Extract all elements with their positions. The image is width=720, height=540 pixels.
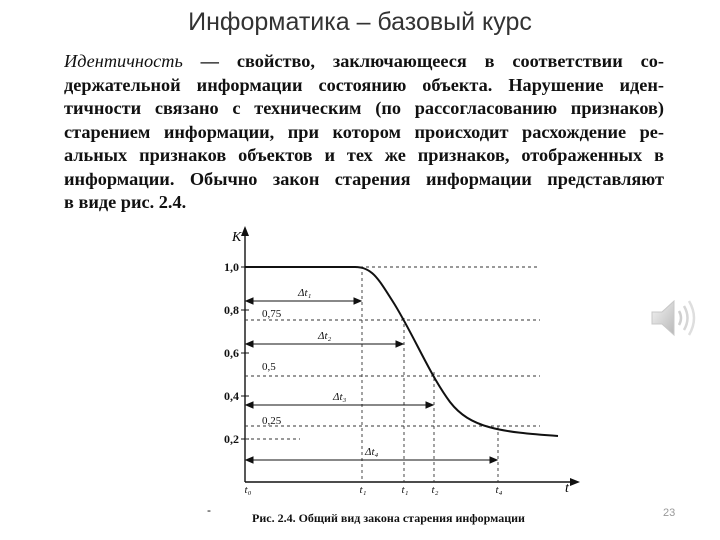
text-line-3: старением информации, при котором происходит расхождение ре- [64, 121, 664, 142]
y-tick-label: 0,8 [224, 303, 239, 317]
page-number: 23 [663, 507, 676, 519]
interval-label: Δt₂ [318, 330, 332, 342]
y-tick-label: 0,2 [224, 432, 239, 446]
scanned-paragraph [64, 50, 664, 215]
text-line-0: — свойство, заключающееся в соответствии со- [182, 51, 664, 71]
text-line-2: тичности связано с техническим (по рассогласованию признаков) [64, 98, 664, 118]
y-axis-arrow [241, 226, 249, 236]
y-axis-label: K [232, 230, 242, 245]
scan-mark: - [207, 503, 211, 517]
x-axis-label: t [565, 481, 569, 496]
interval-label: Δt₃ [333, 391, 347, 403]
slide-title: Информатика – базовый курс [188, 8, 532, 36]
interval-label: Δt₄ [365, 446, 379, 458]
y-tick-label: 0,6 [224, 346, 239, 360]
x-tick-label: t₀ [244, 484, 252, 496]
x-axis-arrow [570, 478, 580, 486]
aging-curve [245, 267, 558, 436]
y-tick-label: 1,0 [224, 260, 239, 274]
x-tick-label: t₁ [401, 484, 409, 496]
y-tick-label: 0,4 [224, 389, 239, 403]
x-tick-label: t₂ [431, 484, 439, 496]
text-line-5: информации. Обычно закон старения информации представляют [64, 168, 664, 189]
level-label: 0,25 [262, 415, 282, 427]
aging-law-figure [205, 222, 590, 507]
level-label: 0,75 [262, 308, 282, 320]
figure-caption: Рис. 2.4. Общий вид закона старения информации [252, 511, 525, 525]
text-line-4: альных признаков объектов и тех же признаков, отображенных в [64, 145, 664, 165]
text-line-6: в виде рис. 2.4. [64, 192, 187, 212]
speaker-icon[interactable] [648, 296, 700, 340]
text-line-1: держательной информации состоянию объекта. Нарушение иден- [64, 74, 664, 95]
level-label: 0,5 [262, 361, 276, 373]
x-tick-label: t₁ [359, 484, 367, 496]
term-identity: Идентичность [64, 51, 183, 71]
x-tick-label: t₄ [495, 484, 503, 496]
text-line [64, 50, 664, 74]
interval-label: Δt₁ [298, 287, 312, 299]
